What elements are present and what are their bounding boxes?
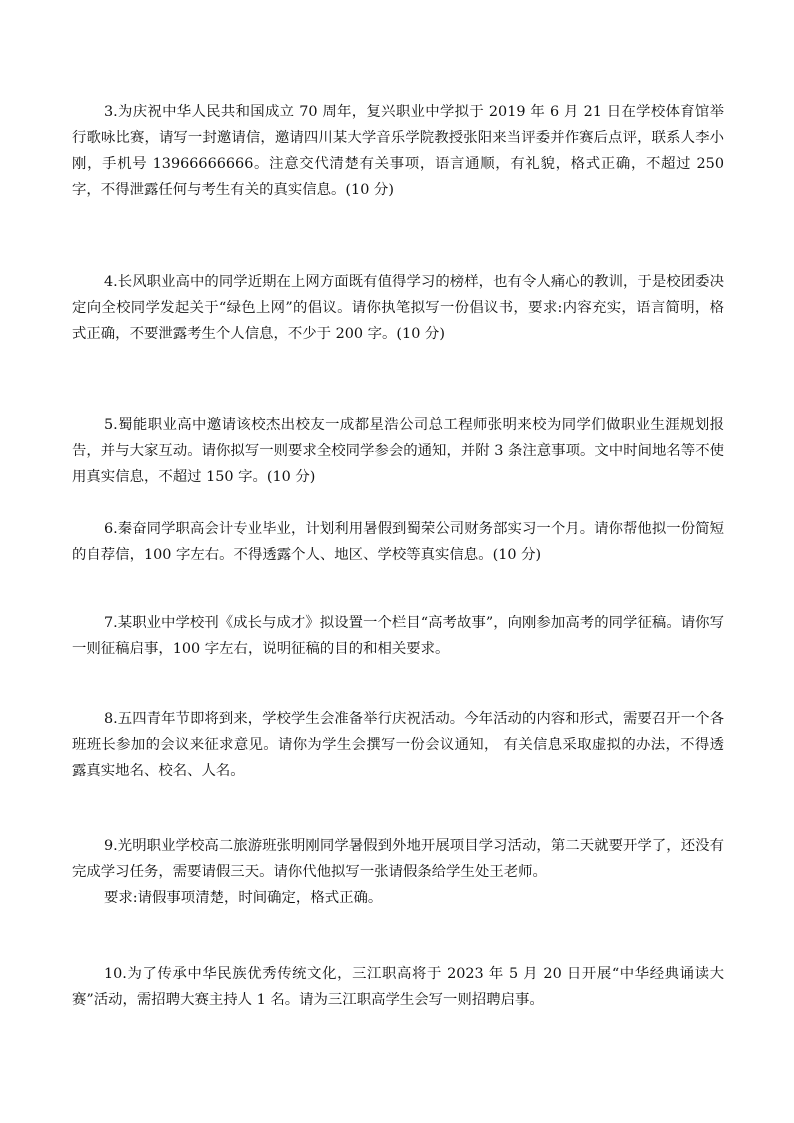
question-3: 3.为庆祝中华人民共和国成立 70 周年，复兴职业中学拟于 2019 年 6 月 21 日在学校体育馆举行歌咏比赛，请写一封邀请信，邀请四川某大学音乐学院教授张阳来当评委并作赛后点评，联系人李小刚，手机号 13966666666。注意交代清楚有关事项，语言通顺，有礼貌，格式正确，不超过 250 字，不得泄露任何与考生有关的真实信息。(10 分) [72,104,724,198]
question-10: 10.为了传承中华民族优秀传统文化，三江职高将于 2023 年 5 月 20 日开展“中华经典诵读大赛”活动，需招聘大赛主持人 1 名。请为三江职高学生会写一则招聘启事。 [72,966,724,1008]
question-9: 9.光明职业学校高二旅游班张明刚同学暑假到外地开展项目学习活动，第二天就要开学了，还没有完成学习任务，需要请假三天。请你代他拟写一张请假条给学生处王老师。 [72,838,724,880]
question-5: 5.蜀能职业高中邀请该校杰出校友一成都星浩公司总工程师张明来校为同学们做职业生涯规划报告，并与大家互动。请你拟写一则要求全校同学参会的通知，并附 3 条注意事项。文中时间地名等不使用真实信息，不超过 150 字。(10 分) [72,417,724,485]
question-6: 6.秦奋同学职高会计专业毕业，计划利用暑假到蜀荣公司财务部实习一个月。请你帮他拟一份简短的自荐信，100 字左右。不得透露个人、地区、学校等真实信息。(10 分) [72,521,724,563]
question-9-requirement: 要求:请假事项清楚，时间确定，格式正确。 [104,890,383,906]
question-8: 8.五四青年节即将到来，学校学生会准备举行庆祝活动。今年活动的内容和形式，需要召开一个各班班长参加的会议来征求意见。请你为学生会撰写一份会议通知， 有关信息采取虚拟的办法，不得透露真实地名、校名、人名。 [72,711,724,779]
question-7: 7.某职业中学校刊《成长与成才》拟设置一个栏目“高考故事”，向刚参加高考的同学征稿。请你写一则征稿启事，100 字左右，说明征稿的目的和相关要求。 [72,615,724,657]
question-4: 4.长风职业高中的同学近期在上网方面既有值得学习的榜样，也有令人痛心的教训，于是校团委决定向全校同学发起关于“绿色上网”的倡议。请你执笔拟写一份倡议书，要求:内容充实，语言简明，格式正确，不要泄露考生个人信息，不少于 200 字。(10 分) [72,274,724,342]
